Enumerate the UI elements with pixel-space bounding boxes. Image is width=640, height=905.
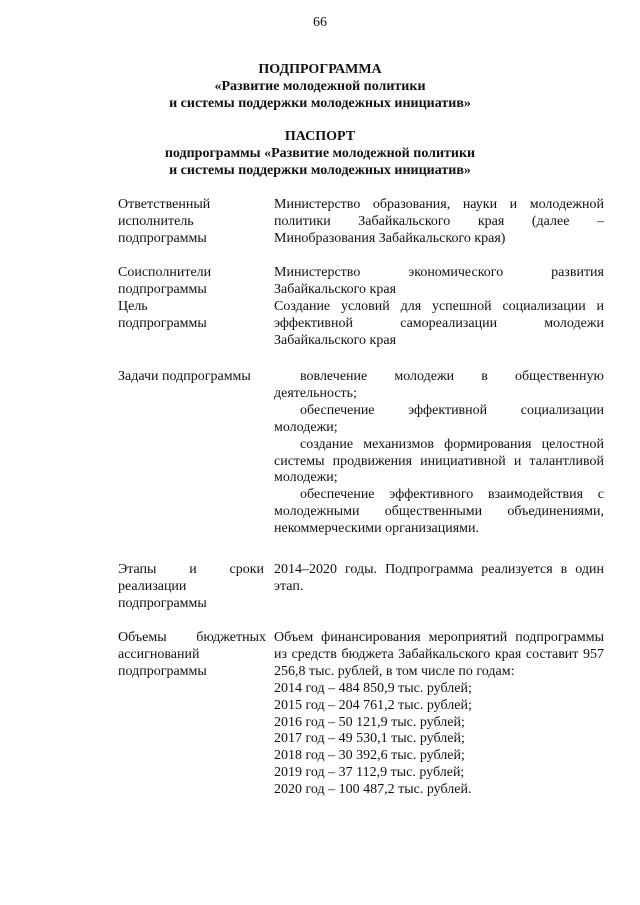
passport-heading <box>0 128 640 179</box>
subprogram-name-line1: «Развитие молодежной политики <box>214 79 426 94</box>
passport-subtitle-line1: подпрограммы «Развитие молодежной политики <box>164 146 476 161</box>
task-item: обеспечение эффективной социализации молодежи; <box>274 402 604 435</box>
goal-value: Создание условий для успешной социализации и эффективной самореализации молодежи Забайкальского края <box>274 299 604 348</box>
task-item: вовлечение молодежи в общественную деятельность; <box>274 369 604 401</box>
budget-year: 2015 год – 204 761,2 тыс. рублей; <box>274 697 472 713</box>
budget-year: 2018 год – 30 392,6 тыс. рублей; <box>274 748 465 764</box>
subprogram-heading <box>0 61 640 112</box>
budget-intro: Объем финансирования мероприятий подпрограммы из средств бюджета Забайкальского края составит 957 256,8 тыс. рублей, в том числе по годам: <box>274 630 604 679</box>
budget-year: 2016 год – 50 121,9 тыс. рублей; <box>274 714 465 730</box>
stages-value: 2014–2020 годы. Подпрограмма реализуется в один этап. <box>274 562 604 594</box>
budget-value <box>274 630 604 799</box>
budget-year: 2019 год – 37 112,9 тыс. рублей; <box>274 765 465 781</box>
goal-label: Цель подпрограммы <box>118 299 207 331</box>
budget-label: Объемы бюджетных ассигнований подпрограммы <box>118 630 266 679</box>
page-number: 66 <box>313 15 327 30</box>
stages-label: Этапы и сроки реализации подпрограммы <box>118 562 264 611</box>
coexecutors-label: Соисполнители подпрограммы <box>118 265 212 297</box>
coexecutors-value: Министерство экономического развития Забайкальского края <box>274 265 604 297</box>
task-item: создание механизмов формирования целостной системы продвижения инициативной и талантливой молодежи; <box>274 436 604 486</box>
budget-year: 2020 год – 100 487,2 тыс. рублей. <box>274 782 472 798</box>
subprogram-title: ПОДПРОГРАММА <box>258 62 382 77</box>
responsible-label: Ответственный исполнитель подпрограммы <box>118 197 211 246</box>
tasks-list <box>274 369 604 538</box>
budget-year: 2017 год – 49 530,1 тыс. рублей; <box>274 731 465 747</box>
budget-year: 2014 год – 484 850,9 тыс. рублей; <box>274 680 472 696</box>
tasks-label: Задачи подпрограммы <box>118 369 251 384</box>
subprogram-name-line2: и системы поддержки молодежных инициатив» <box>169 96 471 111</box>
passport-title: ПАСПОРТ <box>284 129 356 144</box>
responsible-value: Министерство образования, науки и молодежной политики Забайкальского края (далее – Минобразования Забайкальского края) <box>274 197 604 246</box>
task-item: обеспечение эффективного взаимодействия с молодежными общественными объединениями, некоммерческими организациями. <box>274 487 604 537</box>
passport-subtitle-line2: и системы поддержки молодежных инициатив» <box>169 163 471 178</box>
